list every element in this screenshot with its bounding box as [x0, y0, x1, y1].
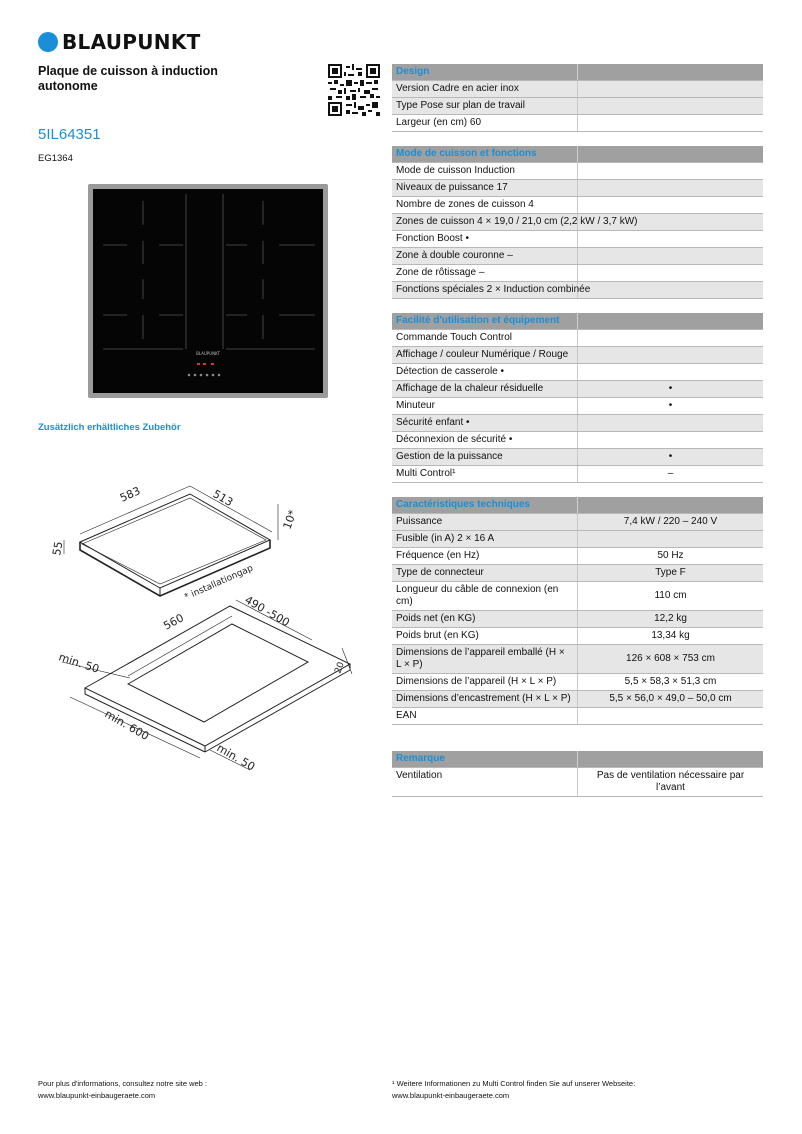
dim-560: 560 — [161, 611, 186, 633]
table-row: Déconnexion de sécurité • — [392, 432, 763, 449]
table-row: Type de connecteur Type F — [392, 565, 763, 582]
dim-10: 10* — [280, 508, 300, 532]
dim-55: 55 — [50, 540, 66, 557]
table-row: Dimensions de l’appareil emballé (H × L × P) 126 × 608 × 753 cm — [392, 645, 763, 674]
model-number: 5IL64351 — [38, 126, 101, 143]
table-row: Fonctions spéciales 2 × Induction combinée — [392, 282, 763, 299]
table-row: Mode de cuisson Induction — [392, 163, 763, 180]
table-row: Poids brut (en KG) 13,34 kg — [392, 628, 763, 645]
footer-right — [392, 1078, 635, 1102]
footer-left-text: Pour plus d'informations, consultez notre site web : — [38, 1079, 208, 1088]
table-row: Nombre de zones de cuisson 4 — [392, 197, 763, 214]
footer-left-link[interactable]: www.blaupunkt-einbaugeraete.com — [38, 1091, 156, 1100]
logo-text: BLAUPUNKT — [62, 30, 201, 54]
product-title: Plaque de cuisson à induction autonome — [38, 64, 218, 93]
brand-logo — [38, 30, 201, 54]
dim-min-600: min. 600 — [102, 707, 152, 743]
section-mode — [392, 146, 763, 299]
section-tech — [392, 497, 763, 725]
table-row: Gestion de la puissance • — [392, 449, 763, 466]
logo-dot-icon — [38, 32, 58, 52]
section-design — [392, 64, 763, 132]
footer-right-link[interactable]: www.blaupunkt-einbaugeraete.com — [392, 1091, 510, 1100]
section-header: Mode de cuisson et fonctions — [392, 146, 763, 163]
dim-583: 583 — [117, 484, 143, 505]
table-row: Détection de casserole • — [392, 364, 763, 381]
table-row: Ventilation Pas de ventilation nécessaire par l’avant — [392, 768, 763, 797]
spec-table — [392, 64, 763, 811]
table-row: Commande Touch Control — [392, 330, 763, 347]
section-header: Caractéristiques techniques — [392, 497, 763, 514]
hob-brand-label: BLAUPUNKT — [196, 351, 220, 356]
table-row: EAN — [392, 708, 763, 725]
dim-513: 513 — [210, 487, 236, 510]
table-row: Dimensions de l’appareil (H × L × P) 5,5 × 58,3 × 51,3 cm — [392, 674, 763, 691]
dim-min-50-left: min. 50 — [57, 650, 101, 676]
table-row: Puissance 7,4 kW / 220 – 240 V — [392, 514, 763, 531]
product-code: EG1364 — [38, 153, 73, 164]
table-row: Niveaux de puissance 17 — [392, 180, 763, 197]
table-row: Affichage / couleur Numérique / Rouge — [392, 347, 763, 364]
table-row: Multi Control¹ – — [392, 466, 763, 483]
dim-min-50-right: min. 50 — [214, 741, 258, 774]
table-row: Type Pose sur plan de travail — [392, 98, 763, 115]
qr-code-icon — [328, 64, 380, 116]
table-row: Sécurité enfant • — [392, 415, 763, 432]
accessory-title: Zusätzlich erhältliches Zubehör — [38, 422, 181, 433]
footer-right-text: ¹ Weitere Informationen zu Multi Control finden Sie auf unserer Webseite: — [392, 1079, 636, 1088]
installation-diagram — [40, 452, 360, 782]
table-row: Zones de cuisson 4 × 19,0 / 21,0 cm (2,2 kW / 3,7 kW) — [392, 214, 763, 231]
table-row: Fusible (in A) 2 × 16 A — [392, 531, 763, 548]
section-usage — [392, 313, 763, 483]
table-row: Affichage de la chaleur résiduelle • — [392, 381, 763, 398]
footer-left — [38, 1078, 207, 1102]
hob-product-image — [88, 184, 328, 398]
installation-gap-note: * installationgap — [183, 563, 255, 603]
table-row: Minuteur • — [392, 398, 763, 415]
section-header: Remarque — [392, 751, 763, 768]
table-row: Zone à double couronne – — [392, 248, 763, 265]
table-row: Dimensions d’encastrement (H × L × P) 5,5 × 56,0 × 49,0 – 50,0 cm — [392, 691, 763, 708]
section-remark — [392, 751, 763, 797]
table-row: Longueur du câble de connexion (en cm) 110 cm — [392, 582, 763, 611]
table-row: Fonction Boost • — [392, 231, 763, 248]
table-row: Largeur (en cm) 60 — [392, 115, 763, 132]
table-row: Fréquence (en Hz) 50 Hz — [392, 548, 763, 565]
section-header: Design — [392, 64, 763, 81]
dim-20: 20 — [333, 660, 347, 676]
table-row: Version Cadre en acier inox — [392, 81, 763, 98]
table-row: Zone de rôtissage – — [392, 265, 763, 282]
section-header: Facilité d'utilisation et équipement — [392, 313, 763, 330]
hob-surface-drawing — [93, 189, 323, 393]
table-row: Poids net (en KG) 12,2 kg — [392, 611, 763, 628]
dim-490-500: 490 -500 — [242, 593, 292, 630]
